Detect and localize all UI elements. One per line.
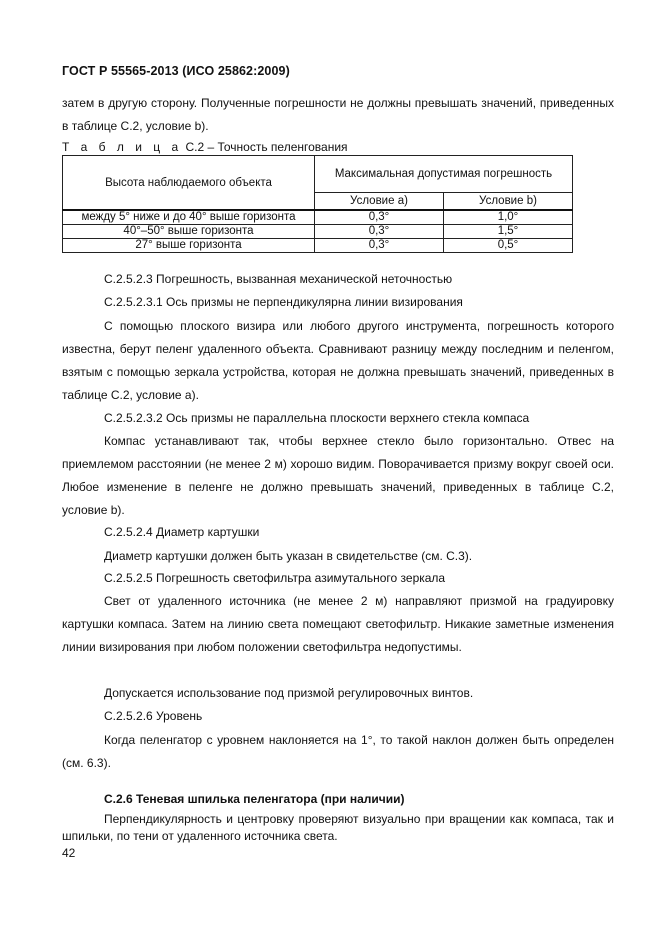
intro-paragraph: затем в другую сторону. Полученные погрешности не должны превышать значений, приведенных в таблице С.2, условие b). [62, 96, 614, 133]
clause-heading: С.2.5.2.3.1 Ось призмы не перпендикулярна линии визирования [104, 295, 463, 309]
table-header-condition-a: Условие а) [315, 193, 444, 211]
accuracy-table [62, 155, 573, 253]
clause-heading: С.2.5.2.3 Погрешность, вызванная механической неточностью [104, 272, 453, 286]
body-paragraph: Когда пеленгатор с уровнем наклоняется на 1°, то такой наклон должен быть определен (см. 6.3). [62, 733, 614, 770]
table-cell-object: 40°–50° выше горизонта [63, 225, 315, 239]
table-caption-title: С.2 – Точность пеленгования [182, 140, 348, 154]
table-cell-condition-a: 0,3° [315, 225, 444, 239]
table-caption-prefix: Т а б л и ц а [62, 140, 183, 154]
table-header-max-error: Максимальная допустимая погрешность [315, 156, 573, 193]
section-heading: С.2.6 Теневая шпилька пеленгатора (при наличии) [104, 792, 405, 806]
table-cell-condition-b: 1,5° [443, 225, 572, 239]
body-paragraph: Диаметр картушки должен быть указан в свидетельстве (см. С.3). [104, 549, 473, 563]
table-cell-object: 27° выше горизонта [63, 239, 315, 253]
table-caption [62, 139, 348, 155]
body-paragraph: Допускается использование под призмой регулировочных винтов. [104, 686, 474, 700]
table-row [63, 225, 573, 239]
table-cell-condition-b: 0,5° [443, 239, 572, 253]
table-cell-condition-a: 0,3° [315, 210, 444, 225]
clause-heading: С.2.5.2.5 Погрешность светофильтра азимутального зеркала [104, 571, 446, 585]
table-cell-condition-a: 0,3° [315, 239, 444, 253]
page-number: 42 [62, 846, 76, 860]
body-paragraph: С помощью плоского визира или любого другого инструмента, погрешность которого известна, берут пеленг удаленного объекта. Сравнивают разницу между последним и пеленгом, взятым с помощью зеркала устройства, которая не должна превышать значений, приведенных в таблице С.2, условие а). [62, 319, 614, 402]
table-cell-condition-b: 1,0° [443, 210, 572, 225]
table-header-condition-b: Условие b) [443, 193, 572, 211]
document-header: ГОСТ Р 55565-2013 (ИСО 25862:2009) [62, 64, 290, 78]
clause-heading: С.2.5.2.6 Уровень [104, 709, 203, 723]
table-row [63, 239, 573, 253]
body-paragraph: Компас устанавливают так, чтобы верхнее стекло было горизонтально. Отвес на приемлемом расстоянии (не менее 2 м) хорошо видим. Поворачивается призму вокруг своей оси. Любое изменение в пеленге не должно превышать значений, приведенных в таблице С.2, условие b). [62, 434, 614, 517]
clause-heading: С.2.5.2.4 Диаметр картушки [104, 525, 260, 539]
clause-heading: С.2.5.2.3.2 Ось призмы не параллельна плоскости верхнего стекла компаса [104, 411, 530, 425]
section-paragraph: Перпендикулярность и центровку проверяют визуально при вращении как компаса, так и шпильки, по тени от удаленного источника света. [62, 812, 614, 843]
table-header-object: Высота наблюдаемого объекта [63, 156, 315, 211]
body-paragraph: Свет от удаленного источника (не менее 2 м) направляют призмой на градуировку картушки компаса. Затем на линию света помещают светофильтр. Никакие заметные изменения линии визирования при любом положении светофильтра недопустимы. [62, 594, 614, 654]
table-row [63, 210, 573, 225]
table-cell-object: между 5° ниже и до 40° выше горизонта [63, 210, 315, 225]
